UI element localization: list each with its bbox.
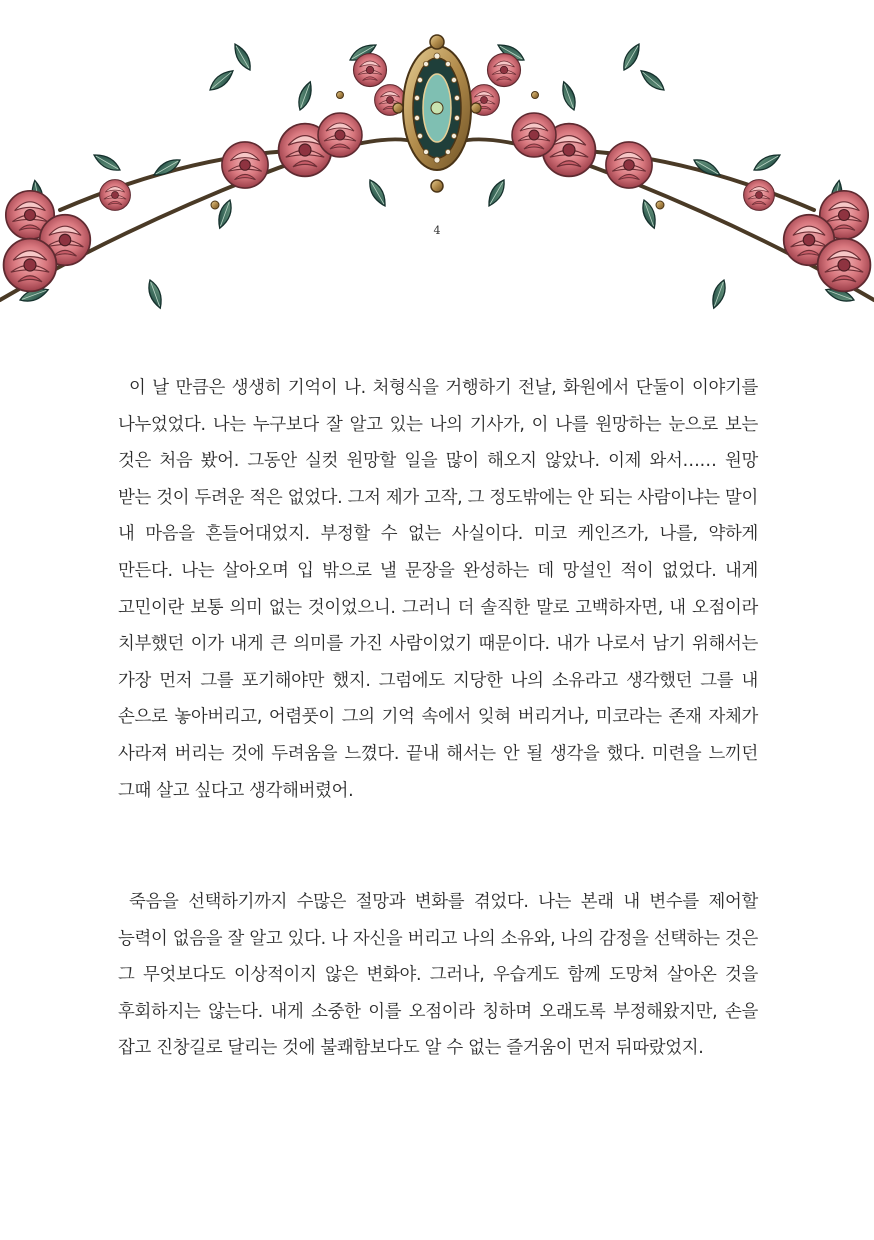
paragraph <box>118 370 758 809</box>
jewel-medallion-icon <box>393 35 481 192</box>
rose-garland-icon <box>0 0 874 330</box>
page-number: 4 <box>433 224 441 237</box>
paragraph-text: 죽음을 선택하기까지 수많은 절망과 변화를 겪었다. 나는 본래 내 변수를 제어할 능력이 없음을 잘 알고 있다. 나 자신을 버리고 나의 소유와, 나의 감정을 선택하는 것은 그 무엇보다도 이상적이지 않은 변화야. 그러나, 우습게도 함께 도망쳐 살아온 것을 후회하지는 않는다. 내게 소중한 이를 오점이라 칭하며 오래도록 부정해왔지만, 손을 잡고 진창길로 달리는 것에 불쾌함보다도 알 수 없는 즐거움이 먼저 뒤따랐었지. <box>118 892 758 1059</box>
paragraph <box>118 884 758 1067</box>
paragraph-text: 이 날 만큼은 생생히 기억이 나. 처형식을 거행하기 전날, 화원에서 단둘이 이야기를 나누었었다. 나는 누구보다 잘 알고 있는 나의 기사가, 이 나를 원망하는 눈으로 보는 것은 처음 봤어. 그동안 실컷 원망할 일을 많이 해오지 않았나. 이제 와서…… 원망 받는 것이 두려운 적은 없었다. 그저 제가 고작, 그 정도밖에는 안 되는 사람이냐는 말이 내 마음을 흔들어대었지. 부정할 수 없는 사실이다. 미코 케인즈가, 나를, 약하게 만든다. 나는 살아오며 입 밖으로 낼 문장을 완성하는 데 망설인 적이 없었다. 내게 고민이란 보통 의미 없는 것이었으니. 그러니 더 솔직한 말로 고백하자면, 내 오점이라 치부했던 이가 내게 큰 의미를 가진 사람이었기 때문이다. 내가 나로서 남기 위해서는 가장 먼저 그를 포기해야만 했지. 그럼에도 지당한 나의 소유라고 생각했던 그를 내 손으로 놓아버리고, 어렴풋이 그의 기억 속에서 잊혀 버리거나, 미코라는 존재 자체가 사라져 버리는 것에 두려움을 느꼈다. 끝내 해서는 안 될 생각을 했다. 미련을 느끼던 그때 살고 싶다고 생각해버렸어. <box>118 378 758 801</box>
